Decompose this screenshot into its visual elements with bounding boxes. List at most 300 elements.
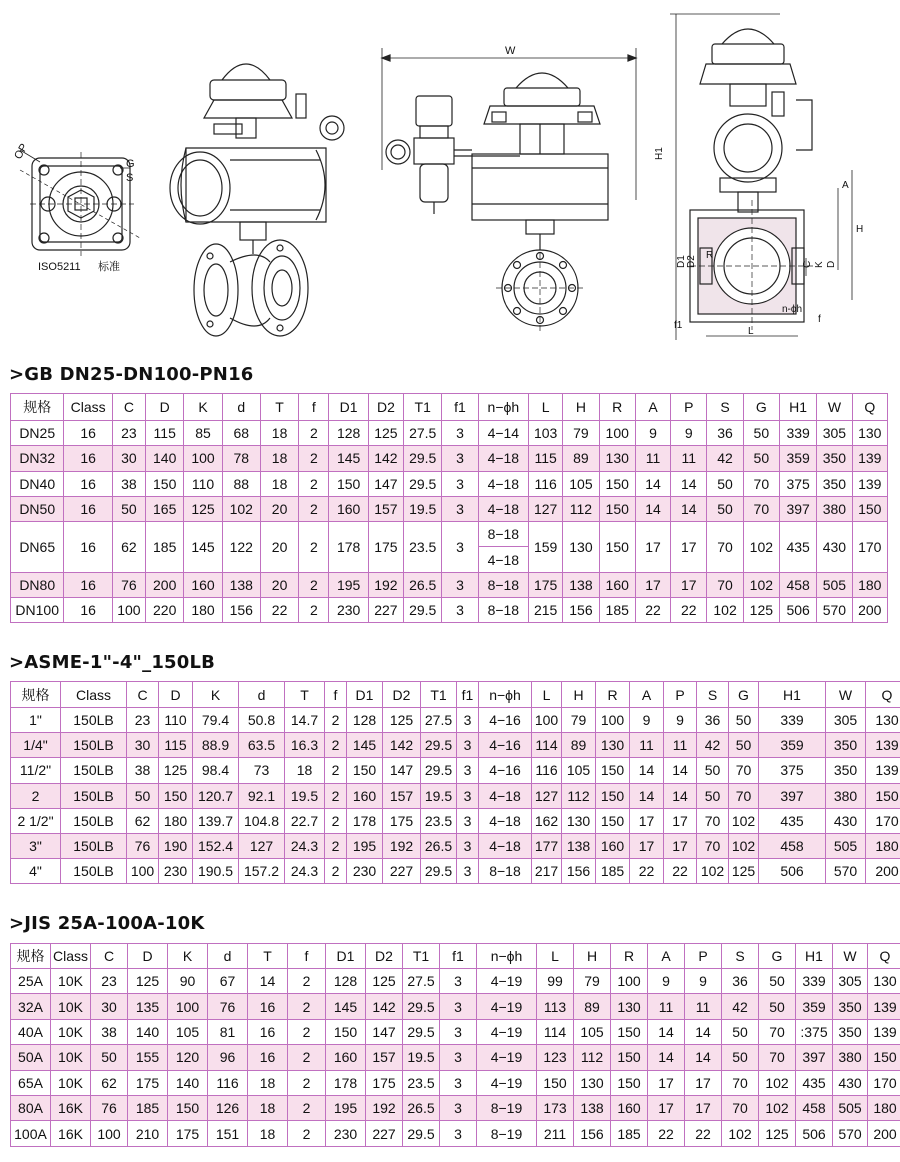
column-header: R	[611, 944, 648, 969]
table-cell: 70	[759, 1045, 796, 1070]
table-cell: 38	[112, 471, 145, 496]
dim-label-d1: D1	[676, 255, 687, 268]
table-cell: 150	[611, 1019, 648, 1044]
table-row	[11, 522, 888, 547]
table-cell: 180	[184, 598, 222, 623]
table-row	[11, 1095, 900, 1120]
table-cell: 73	[239, 758, 285, 783]
table-cell: 458	[759, 833, 826, 858]
table-cell: 30	[91, 994, 128, 1019]
dim-label-k: K	[814, 261, 825, 268]
column-header: H1	[779, 394, 816, 421]
table-cell: 102	[722, 1121, 759, 1146]
table-cell: 3	[440, 994, 477, 1019]
table-cell: 11/2"	[11, 758, 61, 783]
table-cell: 180	[868, 1095, 900, 1120]
table-cell: 2	[325, 708, 347, 733]
table-cell: 2	[288, 1095, 326, 1120]
table-cell: 142	[368, 446, 403, 471]
column-header: R	[599, 394, 635, 421]
table-cell: 9	[648, 969, 685, 994]
table-cell: 36	[707, 421, 743, 446]
table-cell: 50	[759, 969, 796, 994]
table-cell: 116	[208, 1070, 248, 1095]
table-cell: 145	[326, 994, 366, 1019]
column-header: K	[193, 682, 239, 708]
table-cell: 150	[596, 783, 630, 808]
table-cell: 506	[759, 859, 826, 884]
table-cell: 70	[729, 783, 759, 808]
table-cell: 19.5	[285, 783, 325, 808]
column-header: D2	[366, 944, 403, 969]
column-header: Class	[51, 944, 91, 969]
gb-header-row	[11, 394, 888, 421]
table-cell: 50	[729, 733, 759, 758]
table-cell: 3	[442, 598, 478, 623]
table-cell: 89	[562, 733, 596, 758]
table-cell: 4−19	[477, 969, 537, 994]
table-row	[11, 994, 900, 1019]
table-cell: 2 1/2"	[11, 808, 61, 833]
table-cell: 506	[779, 598, 816, 623]
table-cell: 2	[11, 783, 61, 808]
table-cell: 339	[796, 969, 833, 994]
table-cell: 50	[743, 446, 779, 471]
table-cell: 70	[722, 1095, 759, 1120]
table-cell: 190	[159, 833, 193, 858]
table-cell: 3	[440, 969, 477, 994]
table-cell: 14	[671, 471, 707, 496]
table-cell: 180	[852, 572, 887, 597]
table-cell: 78	[222, 446, 260, 471]
table-cell: 139	[852, 446, 887, 471]
table-cell: 380	[817, 496, 852, 521]
table-cell: 4−16	[479, 708, 532, 733]
table-cell: 175	[368, 522, 403, 573]
table-cell: 14	[635, 496, 670, 521]
table-cell: 114	[532, 733, 562, 758]
table-cell: 85	[184, 421, 222, 446]
table-cell: 2	[288, 1019, 326, 1044]
table-cell: 9	[671, 421, 707, 446]
table-cell: 70	[743, 471, 779, 496]
table-cell: 115	[159, 733, 193, 758]
table-cell: 2	[325, 733, 347, 758]
table-row	[11, 572, 888, 597]
column-header: f1	[457, 682, 479, 708]
table-cell: 3	[457, 708, 479, 733]
table-cell: 128	[326, 969, 366, 994]
table-cell: 130	[868, 969, 900, 994]
table-cell: 14	[685, 1045, 722, 1070]
table-cell: 135	[128, 994, 168, 1019]
table-cell: 160	[599, 572, 635, 597]
table-cell: 130	[562, 808, 596, 833]
table-cell: 19.5	[404, 496, 442, 521]
table-cell: 150LB	[61, 859, 127, 884]
table-cell: 17	[630, 808, 664, 833]
table-cell: 18	[248, 1070, 288, 1095]
valve-perspective-drawing	[170, 64, 344, 336]
table-cell: 10K	[51, 1019, 91, 1044]
column-header: Q	[852, 394, 887, 421]
table-cell: 200	[146, 572, 184, 597]
table-cell: 160	[596, 833, 630, 858]
jis-spec-table	[10, 943, 900, 1147]
iso-mounting-pad-drawing	[20, 150, 140, 256]
table-cell: 139	[866, 758, 900, 783]
table-cell: 20	[260, 496, 298, 521]
table-cell: 3	[442, 522, 478, 573]
table-cell: 16	[64, 598, 112, 623]
table-cell: 100	[168, 994, 208, 1019]
table-cell: 155	[128, 1045, 168, 1070]
table-cell: 505	[817, 572, 852, 597]
table-cell: 3	[442, 471, 478, 496]
table-cell: 4−19	[477, 1045, 537, 1070]
table-cell: 102	[697, 859, 729, 884]
table-row	[11, 969, 900, 994]
table-cell: 16	[64, 572, 112, 597]
table-cell: 102	[222, 496, 260, 521]
table-cell: 36	[722, 969, 759, 994]
column-header: D2	[383, 682, 421, 708]
table-cell: 160	[329, 496, 368, 521]
table-cell: 127	[239, 833, 285, 858]
dim-label-f: f	[818, 314, 821, 325]
table-cell: 79	[574, 969, 611, 994]
table-cell: 142	[366, 994, 403, 1019]
table-cell: 150	[326, 1019, 366, 1044]
column-header: L	[537, 944, 574, 969]
table-cell: 2	[288, 969, 326, 994]
table-cell: 4−18	[478, 446, 528, 471]
table-cell: 140	[168, 1070, 208, 1095]
table-row	[11, 708, 900, 733]
column-header: D1	[347, 682, 383, 708]
dim-label-h: H	[856, 224, 864, 235]
table-cell: 3"	[11, 833, 61, 858]
table-cell: 14	[671, 496, 707, 521]
table-row	[11, 733, 900, 758]
column-header: D1	[329, 394, 368, 421]
table-cell: 150	[852, 496, 887, 521]
table-cell: 10K	[51, 969, 91, 994]
table-cell: 17	[671, 572, 707, 597]
table-cell: 100	[611, 969, 648, 994]
table-cell: DN40	[11, 471, 64, 496]
table-cell: 26.5	[421, 833, 457, 858]
table-cell: 160	[184, 572, 222, 597]
table-cell: 3	[442, 572, 478, 597]
table-cell: 14	[664, 783, 697, 808]
table-cell: 50	[759, 994, 796, 1019]
table-cell: 50	[729, 708, 759, 733]
table-cell: 102	[729, 808, 759, 833]
table-cell: 2	[325, 783, 347, 808]
table-cell: 140	[128, 1019, 168, 1044]
table-cell: 156	[222, 598, 260, 623]
table-cell: 2	[299, 471, 329, 496]
table-row	[11, 1121, 900, 1146]
column-header: L	[529, 394, 563, 421]
table-row	[11, 758, 900, 783]
table-cell: 16.3	[285, 733, 325, 758]
asme-header-row	[11, 682, 900, 708]
table-cell: 375	[779, 471, 816, 496]
table-cell: 305	[833, 969, 868, 994]
table-cell: 103	[529, 421, 563, 446]
table-cell: 14.7	[285, 708, 325, 733]
table-cell: 227	[366, 1121, 403, 1146]
table-cell: 105	[562, 758, 596, 783]
table-cell: 29.5	[421, 758, 457, 783]
table-cell: 139	[866, 733, 900, 758]
column-header: H1	[759, 682, 826, 708]
column-header: P	[685, 944, 722, 969]
table-cell: 76	[127, 833, 159, 858]
dim-label-h1: H1	[654, 147, 665, 160]
table-cell: 150	[347, 758, 383, 783]
table-cell: 359	[759, 733, 826, 758]
table-cell: 227	[368, 598, 403, 623]
table-cell: 150	[159, 783, 193, 808]
table-cell: 210	[128, 1121, 168, 1146]
iso-label-g: G	[126, 158, 135, 170]
table-cell: 36	[697, 708, 729, 733]
table-cell: 79	[562, 708, 596, 733]
table-cell: 96	[208, 1045, 248, 1070]
table-cell: 17	[648, 1095, 685, 1120]
table-cell: 23.5	[404, 522, 442, 573]
column-header: S	[707, 394, 743, 421]
table-cell: 8−19	[477, 1121, 537, 1146]
table-cell: 435	[779, 522, 816, 573]
table-cell: 11	[671, 446, 707, 471]
dim-label-w: W	[505, 45, 516, 57]
table-cell: 150	[868, 1045, 900, 1070]
table-cell: 50	[722, 1045, 759, 1070]
table-cell: 88.9	[193, 733, 239, 758]
column-header: C	[127, 682, 159, 708]
table-cell: 139	[852, 471, 887, 496]
column-header: L	[532, 682, 562, 708]
table-cell: 397	[759, 783, 826, 808]
table-row	[11, 421, 888, 446]
table-cell: 150LB	[61, 708, 127, 733]
table-cell: 26.5	[404, 572, 442, 597]
valve-front-view-drawing	[382, 48, 636, 332]
table-cell: 16	[248, 994, 288, 1019]
table-cell: 68	[222, 421, 260, 446]
column-header: 规格	[11, 944, 51, 969]
table-cell: 150	[596, 758, 630, 783]
column-header: Class	[64, 394, 112, 421]
table-cell: 16K	[51, 1095, 91, 1120]
table-cell: 17	[664, 808, 697, 833]
table-cell: 215	[529, 598, 563, 623]
table-cell: 50	[707, 496, 743, 521]
table-cell: 79	[563, 421, 599, 446]
table-cell: 18	[260, 421, 298, 446]
table-cell: 70	[697, 833, 729, 858]
table-cell: 2	[288, 1045, 326, 1070]
column-header: K	[184, 394, 222, 421]
column-header: W	[826, 682, 866, 708]
table-cell: 90	[168, 969, 208, 994]
dim-label-n-phi-h: n-ϕh	[782, 304, 803, 315]
table-cell: 227	[383, 859, 421, 884]
table-cell: 192	[366, 1095, 403, 1120]
table-cell: 2	[299, 496, 329, 521]
asme-spec-table	[10, 681, 900, 884]
table-cell: 430	[817, 522, 852, 573]
table-cell: 150	[599, 496, 635, 521]
column-header: f	[325, 682, 347, 708]
column-header: S	[722, 944, 759, 969]
table-cell: 70	[759, 1019, 796, 1044]
table-cell: 2	[299, 572, 329, 597]
table-cell: 139	[868, 994, 900, 1019]
table-cell: 177	[532, 833, 562, 858]
gb-section-title: >GB DN25-DN100-PN16	[9, 364, 254, 385]
table-cell: 29.5	[404, 446, 442, 471]
table-cell: 120	[168, 1045, 208, 1070]
table-cell: 115	[146, 421, 184, 446]
table-cell: DN50	[11, 496, 64, 521]
table-cell: 165	[146, 496, 184, 521]
table-cell: 70	[707, 522, 743, 573]
column-header: T	[285, 682, 325, 708]
table-cell: 127	[532, 783, 562, 808]
table-cell: 50	[722, 1019, 759, 1044]
table-cell: 130	[574, 1070, 611, 1095]
table-cell: 211	[537, 1121, 574, 1146]
table-cell: 14	[635, 471, 670, 496]
table-cell: 170	[852, 522, 887, 573]
table-cell: 150	[329, 471, 368, 496]
table-cell: 147	[366, 1019, 403, 1044]
table-cell: 27.5	[404, 421, 442, 446]
table-cell: 11	[630, 733, 664, 758]
table-cell: 14	[664, 758, 697, 783]
table-cell: 24.3	[285, 859, 325, 884]
table-cell: 11	[635, 446, 670, 471]
table-cell: 2	[288, 1070, 326, 1095]
table-cell: 17	[685, 1095, 722, 1120]
table-cell: 8−19	[477, 1095, 537, 1120]
column-header: A	[630, 682, 664, 708]
table-cell: 27.5	[403, 969, 440, 994]
table-cell: 104.8	[239, 808, 285, 833]
table-cell: 397	[779, 496, 816, 521]
table-cell: 125	[368, 421, 403, 446]
column-header: f	[288, 944, 326, 969]
table-cell: 40A	[11, 1019, 51, 1044]
column-header: W	[833, 944, 868, 969]
table-cell: 138	[562, 833, 596, 858]
table-cell: 19.5	[403, 1045, 440, 1070]
valve-section-view-drawing	[670, 14, 852, 340]
column-header: W	[817, 394, 852, 421]
table-cell: 70	[697, 808, 729, 833]
table-cell: 14	[648, 1019, 685, 1044]
table-cell: 105	[168, 1019, 208, 1044]
table-cell: 150	[146, 471, 184, 496]
table-cell: 14	[248, 969, 288, 994]
table-cell: 29.5	[404, 471, 442, 496]
table-cell: DN65	[11, 522, 64, 573]
table-cell: 130	[596, 733, 630, 758]
column-header: Class	[61, 682, 127, 708]
table-cell: 127	[529, 496, 563, 521]
table-cell: 458	[796, 1095, 833, 1120]
column-header: C	[91, 944, 128, 969]
table-row	[11, 808, 900, 833]
table-cell: 305	[826, 708, 866, 733]
table-cell: 102	[759, 1095, 796, 1120]
table-cell: 29.5	[403, 994, 440, 1019]
column-header: T	[260, 394, 298, 421]
table-cell: 100	[184, 446, 222, 471]
table-cell: 350	[833, 994, 868, 1019]
table-cell: 139	[868, 1019, 900, 1044]
column-header: f	[299, 394, 329, 421]
table-cell: 22	[635, 598, 670, 623]
dim-label-l: L	[748, 326, 754, 337]
table-cell: 130	[599, 446, 635, 471]
table-cell: 570	[833, 1121, 868, 1146]
table-cell: 88	[222, 471, 260, 496]
table-cell: 159	[529, 522, 563, 573]
technical-drawings	[0, 0, 900, 345]
table-cell: 115	[529, 446, 563, 471]
table-cell: 157.2	[239, 859, 285, 884]
column-header: G	[759, 944, 796, 969]
table-cell: 116	[529, 471, 563, 496]
table-cell: 4−18	[478, 547, 528, 572]
table-cell: 16	[64, 522, 112, 573]
table-cell: 105	[563, 471, 599, 496]
table-cell: 18	[260, 446, 298, 471]
table-cell: 76	[112, 572, 145, 597]
table-cell: 185	[146, 522, 184, 573]
column-header: H	[562, 682, 596, 708]
column-header: d	[222, 394, 260, 421]
table-cell: 192	[368, 572, 403, 597]
column-header: S	[697, 682, 729, 708]
table-cell: 350	[826, 758, 866, 783]
table-cell: 3	[457, 758, 479, 783]
table-cell: 38	[91, 1019, 128, 1044]
table-cell: 16	[64, 471, 112, 496]
table-cell: 185	[599, 598, 635, 623]
table-cell: 230	[326, 1121, 366, 1146]
table-cell: 18	[285, 758, 325, 783]
table-cell: 230	[159, 859, 193, 884]
table-cell: 173	[537, 1095, 574, 1120]
table-cell: 22	[671, 598, 707, 623]
table-cell: 9	[635, 421, 670, 446]
table-cell: 151	[208, 1121, 248, 1146]
table-cell: 195	[347, 833, 383, 858]
table-cell: 430	[833, 1070, 868, 1095]
table-cell: 570	[817, 598, 852, 623]
column-header: C	[112, 394, 145, 421]
table-cell: 80A	[11, 1095, 51, 1120]
table-cell: 17	[635, 572, 670, 597]
table-cell: 130	[563, 522, 599, 573]
